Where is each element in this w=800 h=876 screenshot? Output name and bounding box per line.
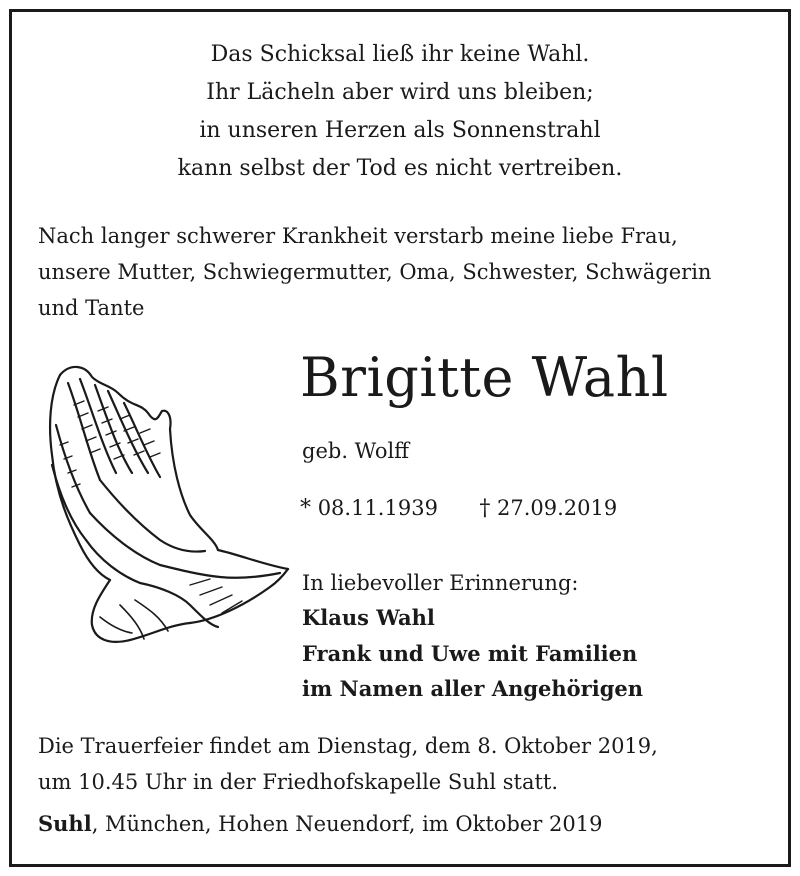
death-date: 27.09.2019 xyxy=(497,496,618,520)
maiden-name: geb. Wolff xyxy=(302,439,410,463)
mourners-list xyxy=(302,600,643,707)
intro-text xyxy=(38,218,768,326)
mourner-name: Frank und Uwe mit Familien xyxy=(302,640,638,666)
life-dates xyxy=(300,491,617,526)
place-rest: , München, Hohen Neuendorf, im Oktober 2019 xyxy=(91,812,603,836)
funeral-line: Die Trauerfeier findet am Dienstag, dem 8. Oktober 2019, xyxy=(38,734,658,758)
poem-line: Das Schicksal ließ ihr keine Wahl. xyxy=(210,42,590,67)
poem-line: kann selbst der Tod es nicht vertreiben. xyxy=(177,156,623,181)
intro-line: unsere Mutter, Schwiegermutter, Oma, Schwester, Schwägerin xyxy=(38,260,712,284)
praying-hands-icon xyxy=(40,355,295,675)
death-cross-icon: † xyxy=(479,496,491,521)
poem-line: in unseren Herzen als Sonnenstrahl xyxy=(199,118,601,143)
birth-star-icon: * xyxy=(300,496,311,521)
place-date-line xyxy=(38,806,602,842)
place-city: Suhl xyxy=(38,811,92,836)
birth-date: 08.11.1939 xyxy=(317,496,438,520)
poem-line: Ihr Lächeln aber wird uns bleiben; xyxy=(206,80,594,105)
intro-line: Nach langer schwerer Krankheit verstarb meine liebe Frau, xyxy=(38,224,678,248)
funeral-line: um 10.45 Uhr in der Friedhofskapelle Suhl statt. xyxy=(38,770,559,794)
intro-line: und Tante xyxy=(38,296,145,320)
funeral-info xyxy=(38,728,658,800)
mourner-name: im Namen aller Angehörigen xyxy=(302,676,644,701)
mourner-name: Klaus Wahl xyxy=(302,605,435,630)
remembrance-heading: In liebevoller Erinnerung: xyxy=(302,571,579,595)
poem xyxy=(0,36,800,188)
deceased-name: Brigitte Wahl xyxy=(300,346,669,409)
